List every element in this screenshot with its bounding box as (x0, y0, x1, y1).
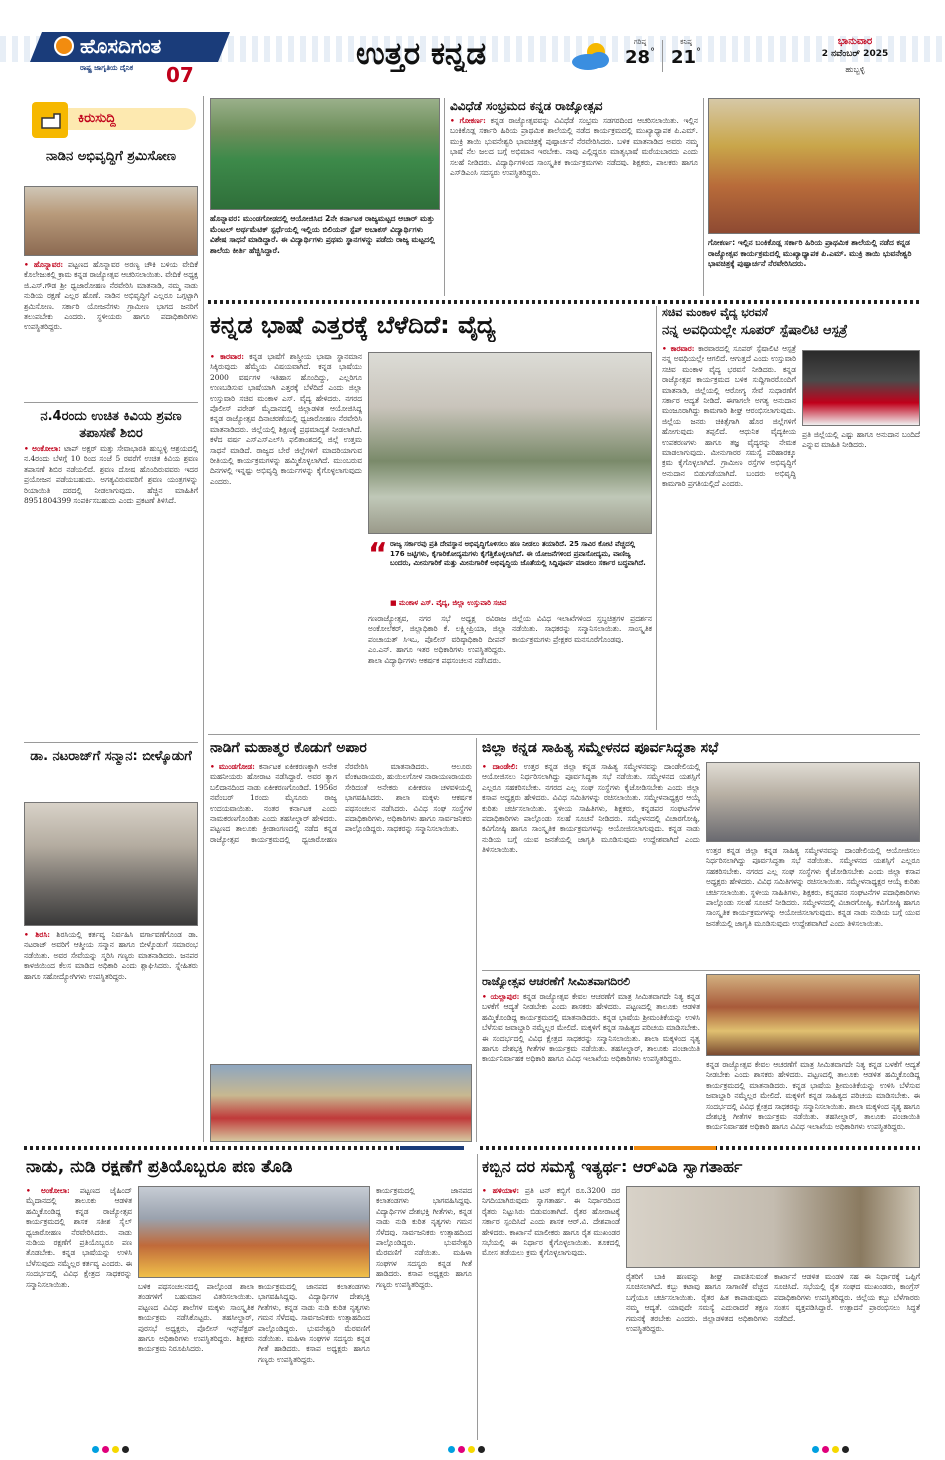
paper-tagline: ರಾಷ್ಟ್ರ ಜಾಗೃತಿಯ ದೈನಿಕ (80, 64, 133, 72)
logo-emblem-icon (54, 36, 74, 56)
bottom-accent-left (400, 1146, 464, 1150)
ankola-body-4: ಕಾರ್ಯಕ್ರಮದಲ್ಲಿ ಜಾನಪದ ಕಲಾತಂಡಗಳು ಭಾಗವಹಿಸಿದ್ದವು. ವಿದ್ಯಾರ್ಥಿಗಳ ದೇಶಭಕ್ತಿ ಗೀತೆಗಳು, ಕನ್ನಡ ನಾಡು ನುಡಿ ಕುರಿತ ನೃತ್ಯಗಳು ಗಮನ ಸೆಳೆದವು. ಸಾರ್ವಜನಿಕರು ಉತ್ಸಾಹದಿಂದ ಪಾಲ್ಗೊಂಡಿದ್ದರು. ಭುವನೇಶ್ವರಿ ಮೆರವಣಿಗೆ ನಡೆಯಿತು. ಮಹಿಳಾ ಸಂಘಗಳ ಸದಸ್ಯರು ಕನ್ನಡ ಗೀತೆ ಹಾಡಿದರು. ಕಸಾಪ ಅಧ್ಯಕ್ಷರು ಹಾಗೂ ಗಣ್ಯರು ಉಪಸ್ಥಿತರಿದ್ದರು. (376, 1186, 472, 1289)
mahatma-headline: ನಾಡಿಗೆ ಮಹಾತ್ಮರ ಕೊಡುಗೆ ಅಪಾರ (210, 740, 367, 756)
haliyal-body-2: ರೈತರಿಗೆ ಬಾಕಿ ಹಣವನ್ನು ಶೀಘ್ರ ಪಾವತಿಸುವಂತೆ ಸೂಚಿಸಲಾಗಿದೆ. ಕಬ್ಬು ಕಟಾವು ಹಾಗೂ ಸಾಗಾಣಿಕೆ ವೆಚ್ಚದ ಬಗ್ಗೆಯೂ ಚರ್ಚಿಸಲಾಯಿತು. ರೈತರ ಹಿತ ಕಾಪಾಡುವುದು ನಮ್ಮ ಆದ್ಯತೆ. ಯಾವುದೇ ಸಮಸ್ಯೆ ಎದುರಾದರೆ ತಕ್ಷಣ ಗಮನಕ್ಕೆ ತರಬೇಕು ಎಂದರು. ಜಿಲ್ಲಾಡಳಿತದ ಅಧಿಕಾರಿಗಳು ಉಪಸ್ಥಿತರಿದ್ದರು. (626, 1272, 768, 1334)
divider-stripe (208, 300, 920, 304)
side-body: • ಕಾರವಾರ: ಕಾರವಾರದಲ್ಲಿ ಸೂಪರ್ ಸ್ಪೆಷಾಲಿಟಿ ಆಸ್ಪತ್ರೆ ನನ್ನ ಅವಧಿಯಲ್ಲೇ ಆಗಲಿದೆ. ಆಗುತ್ತದೆ ಎಂದು ಉಸ್ತುವಾರಿ ಸಚಿವ ಮಂಕಾಳ ವೈದ್ಯ ಭರವಸೆ ನೀಡಿದರು. ಕನ್ನಡ ರಾಜ್ಯೋತ್ಸವ ಕಾರ್ಯಕ್ರಮದ ಬಳಿಕ ಸುದ್ದಿಗಾರರೊಂದಿಗೆ ಮಾತನಾಡಿ, ಜಿಲ್ಲೆಯಲ್ಲಿ ಆರೋಗ್ಯ ಸೇವೆ ಸುಧಾರಣೆಗೆ ಸರ್ಕಾರ ಆದ್ಯತೆ ನೀಡಿದೆ. ಈಗಾಗಲೇ ಅಗತ್ಯ ಅನುದಾನ ಮಂಜೂರಾಗಿದ್ದು ಕಾಮಗಾರಿ ಶೀಘ್ರ ಆರಂಭಿಸಲಾಗುವುದು. ಜಿಲ್ಲೆಯ ಜನರು ಚಿಕಿತ್ಸೆಗಾಗಿ ಹೊರ ಜಿಲ್ಲೆಗಳಿಗೆ ಹೋಗುವುದು ತಪ್ಪಲಿದೆ. ಆಧುನಿಕ ವೈದ್ಯಕೀಯ ಉಪಕರಣಗಳು ಹಾಗೂ ತಜ್ಞ ವೈದ್ಯರನ್ನು ನೇಮಕ ಮಾಡಲಾಗುವುದು. ಮೀನುಗಾರರ ಸಮಸ್ಯೆ ಪರಿಹಾರಕ್ಕೂ ಕ್ರಮ ಕೈಗೊಳ್ಳಲಾಗಿದೆ. ಗ್ರಾಮೀಣ ರಸ್ತೆಗಳ ಅಭಿವೃದ್ಧಿಗೆ ಅನುದಾನ ಬಿಡುಗಡೆಯಾಗಿದೆ. ಬಂದರು ಅಭಿವೃದ್ಧಿ ಕಾಮಗಾರಿ ಪ್ರಗತಿಯಲ್ಲಿದೆ ಎಂದರು. (662, 344, 796, 489)
city-label: ಹುಬ್ಬಳ್ಳಿ (845, 65, 865, 74)
day-label: ಭಾನುವಾರ (837, 36, 873, 47)
ankola-headline: ನಾಡು, ನುಡಿ ರಕ್ಷಣೆಗೆ ಪ್ರತಿಯೊಬ್ಬರೂ ಪಣ ತೊಡಿ (26, 1157, 293, 1177)
bottom-accent-right (634, 1146, 716, 1150)
pointing-hand-icon (32, 102, 68, 138)
ankola-photo (138, 1186, 370, 1278)
side-headline-2: ನನ್ನ ಅವಧಿಯಲ್ಲೇ ಸೂಪರ್ ಸ್ಪೆಷಾಲಿಟಿ ಆಸ್ಪತ್ರೆ (662, 323, 848, 338)
weather-max: ಗರಿಷ್ಠ 28° (624, 38, 656, 68)
reg-dot (842, 1446, 849, 1453)
yellapur-body-a: • ಯಲ್ಲಾಪುರ: ಕನ್ನಡ ರಾಜ್ಯೋತ್ಸವ ಕೇವಲ ಆಚರಣೆಗೆ ಮಾತ್ರ ಸೀಮಿತವಾಗದೇ ನಿತ್ಯ ಕನ್ನಡ ಬಳಕೆಗೆ ಆದ್ಯತೆ ನೀಡಬೇಕು ಎಂದು ಶಾಸಕರು ಹೇಳಿದರು. ಪಟ್ಟಣದಲ್ಲಿ ತಾಲೂಕು ಆಡಳಿತ ಹಮ್ಮಿಕೊಂಡಿದ್ದ ಕಾರ್ಯಕ್ರಮದಲ್ಲಿ ಮಾತನಾಡಿದರು. ಕನ್ನಡ ಭಾಷೆಯ ಶ್ರೀಮಂತಿಕೆಯನ್ನು ಉಳಿಸಿ ಬೆಳೆಸುವ ಜವಾಬ್ದಾರಿ ನಮ್ಮೆಲ್ಲರ ಮೇಲಿದೆ. ಮಕ್ಕಳಿಗೆ ಕನ್ನಡ ಸಾಹಿತ್ಯದ ಪರಿಚಯ ಮಾಡಿಸಬೇಕು. ಈ ಸಂದರ್ಭದಲ್ಲಿ ವಿವಿಧ ಕ್ಷೇತ್ರದ ಸಾಧಕರನ್ನು ಸನ್ಮಾನಿಸಲಾಯಿತು. ಶಾಲಾ ಮಕ್ಕಳಿಂದ ನೃತ್ಯ ಹಾಗೂ ದೇಶಭಕ್ತಿ ಗೀತೆಗಳ ಕಾರ್ಯಕ್ರಮ ನಡೆಯಿತು. ತಹಸೀಲ್ದಾರ್, ತಾಲೂಕು ಪಂಚಾಯಿತಿ ಕಾರ್ಯನಿರ್ವಾಹಕ ಅಧಿಕಾರಿ ಹಾಗೂ ವಿವಿಧ ಇಲಾಖೆಯ ಅಧಿಕಾರಿಗಳು ಉಪಸ್ಥಿತರಿದ್ದರು. (482, 992, 700, 1064)
yellapur-photo (706, 974, 920, 1056)
gokarna-headline: ವಿವಿಧೆಡೆ ಸಂಭ್ರಮದ ಕನ್ನಡ ರಾಜ್ಯೋತ್ಸವ (450, 99, 603, 113)
lead-quote-box (368, 538, 652, 610)
reg-dot (478, 1446, 485, 1453)
haliyal-body-3: ಕಾರ್ಖಾನೆ ಆಡಳಿತ ಮಂಡಳಿ ಸಹ ಈ ನಿರ್ಧಾರಕ್ಕೆ ಒಪ್ಪಿಗೆ ಸೂಚಿಸಿದೆ. ಸಭೆಯಲ್ಲಿ ರೈತ ಸಂಘದ ಮುಖಂಡರು, ಕಾಂಗ್ರೆಸ್ ಪದಾಧಿಕಾರಿಗಳು ಉಪಸ್ಥಿತರಿದ್ದರು. ಜಿಲ್ಲೆಯ ಕಬ್ಬು ಬೆಳೆಗಾರರು ಸಂತಸ ವ್ಯಕ್ತಪಡಿಸಿದ್ದಾರೆ. ಉತ್ಪಾದನೆ ಪ್ರಾರಂಭಿಸಲು ಸಿದ್ಧತೆ ನಡೆದಿದೆ. (774, 1272, 920, 1323)
min-temp: 21 (670, 47, 697, 68)
reg-dot (122, 1446, 129, 1453)
masthead (0, 0, 945, 96)
haliyal-photo (626, 1186, 920, 1268)
paper-name: ಹೊಸದಿಗಂತ (80, 34, 162, 58)
date-block (790, 36, 920, 90)
reg-dot (448, 1446, 455, 1453)
kiru-s1-photo (24, 186, 198, 256)
abacus-caption: ಹೊನ್ನಾವರ: ಮುಂಡಗೋಡದಲ್ಲಿ ಆಯೋಜಿಸಿದ 2ನೇ ಕರ್ನಾಟಕ ರಾಜ್ಯಮಟ್ಟದ ಆಚಾರ್ ಮತ್ತು ಮೆಂಟಲ್ ಅರ್ಥಮೆಟಿಕ್ ಸ್ಪರ್ಧೆಯಲ್ಲಿ ಇಲ್ಲಿಯ ಬಿಲಿಯನ್ ಸ್ಟೆಪ್ ಅಬಾಕಸ್ ವಿದ್ಯಾರ್ಥಿಗಳು ವಿಶೇಷ ಸಾಧನೆ ಮಾಡಿದ್ದಾರೆ. ಈ ವಿದ್ಯಾರ್ಥಿಗಳು ಪ್ರಥಮ ಸ್ಥಾನಗಳನ್ನು ಪಡೆದು ರಾಜ್ಯ ಮಟ್ಟದಲ್ಲಿ ಶಾಲೆಯ ಕೀರ್ತಿ ಹೆಚ್ಚಿಸಿದ್ದಾರೆ. (210, 214, 435, 255)
side-headline-1: ಸಚಿವ ಮಂಕಾಳ ವೈದ್ಯ ಭರವಸೆ (662, 306, 768, 319)
side-photo (802, 350, 920, 426)
weather-cloud-icon (568, 40, 614, 72)
sahitya-body-a: • ದಾಂಡೇಲಿ: ಉತ್ತರ ಕನ್ನಡ ಜಿಲ್ಲಾ ಕನ್ನಡ ಸಾಹಿತ್ಯ ಸಮ್ಮೇಳನವನ್ನು ದಾಂಡೇಲಿಯಲ್ಲಿ ಆಯೋಜಿಸಲು ನಿರ್ಧರಿಸಲಾಗಿದ್ದು ಪೂರ್ವಸಿದ್ಧತಾ ಸಭೆ ನಡೆಯಿತು. ಸಮ್ಮೇಳನದ ಯಶಸ್ಸಿಗೆ ಎಲ್ಲರೂ ಸಹಕರಿಸಬೇಕು. ನಗರದ ಎಲ್ಲ ಸಂಘ ಸಂಸ್ಥೆಗಳು ಕೈಜೋಡಿಸಬೇಕು ಎಂದು ಜಿಲ್ಲಾ ಕಸಾಪ ಅಧ್ಯಕ್ಷರು ಹೇಳಿದರು. ವಿವಿಧ ಸಮಿತಿಗಳನ್ನು ರಚಿಸಲಾಯಿತು. ಸಮ್ಮೇಳನಾಧ್ಯಕ್ಷರ ಆಯ್ಕೆ ಕುರಿತು ಚರ್ಚಿಸಲಾಯಿತು. ಸ್ಥಳೀಯ ಸಾಹಿತಿಗಳು, ಶಿಕ್ಷಕರು, ಕನ್ನಡಪರ ಸಂಘಟನೆಗಳ ಪದಾಧಿಕಾರಿಗಳು ಪಾಲ್ಗೊಂಡು ಸಲಹೆ ಸೂಚನೆ ನೀಡಿದರು. ಸಮ್ಮೇಳನದಲ್ಲಿ ವಿಚಾರಗೋಷ್ಠಿ, ಕವಿಗೋಷ್ಠಿ ಹಾಗೂ ಸಾಂಸ್ಕೃತಿಕ ಕಾರ್ಯಕ್ರಮಗಳನ್ನು ಆಯೋಜಿಸಲಾಗುವುದು. ಕನ್ನಡ ನಾಡು ನುಡಿಯ ಬಗ್ಗೆ ಯುವ ಜನತೆಯಲ್ಲಿ ಜಾಗೃತಿ ಮೂಡಿಸುವುದು ಉದ್ದೇಶವಾಗಿದೆ ಎಂದು ತಿಳಿಸಲಾಯಿತು. (482, 762, 700, 855)
sahitya-headline: ಜಿಲ್ಲಾ ಕನ್ನಡ ಸಾಹಿತ್ಯ ಸಮ್ಮೇಳನದ ಪೂರ್ವಸಿದ್ಧತಾ ಸಭೆ (482, 740, 719, 756)
reg-dot (92, 1446, 99, 1453)
yellapur-body-b: ಕನ್ನಡ ರಾಜ್ಯೋತ್ಸವ ಕೇವಲ ಆಚರಣೆಗೆ ಮಾತ್ರ ಸೀಮಿತವಾಗದೇ ನಿತ್ಯ ಕನ್ನಡ ಬಳಕೆಗೆ ಆದ್ಯತೆ ನೀಡಬೇಕು ಎಂದು ಶಾಸಕರು ಹೇಳಿದರು. ಪಟ್ಟಣದಲ್ಲಿ ತಾಲೂಕು ಆಡಳಿತ ಹಮ್ಮಿಕೊಂಡಿದ್ದ ಕಾರ್ಯಕ್ರಮದಲ್ಲಿ ಮಾತನಾಡಿದರು. ಕನ್ನಡ ಭಾಷೆಯ ಶ್ರೀಮಂತಿಕೆಯನ್ನು ಉಳಿಸಿ ಬೆಳೆಸುವ ಜವಾಬ್ದಾರಿ ನಮ್ಮೆಲ್ಲರ ಮೇಲಿದೆ. ಮಕ್ಕಳಿಗೆ ಕನ್ನಡ ಸಾಹಿತ್ಯದ ಪರಿಚಯ ಮಾಡಿಸಬೇಕು. ಈ ಸಂದರ್ಭದಲ್ಲಿ ವಿವಿಧ ಕ್ಷೇತ್ರದ ಸಾಧಕರನ್ನು ಸನ್ಮಾನಿಸಲಾಯಿತು. ಶಾಲಾ ಮಕ್ಕಳಿಂದ ನೃತ್ಯ ಹಾಗೂ ದೇಶಭಕ್ತಿ ಗೀತೆಗಳ ಕಾರ್ಯಕ್ರಮ ನಡೆಯಿತು. ತಹಸೀಲ್ದಾರ್, ತಾಲೂಕು ಪಂಚಾಯಿತಿ ಕಾರ್ಯನಿರ್ವಾಹಕ ಅಧಿಕಾರಿ ಹಾಗೂ ವಿವಿಧ ಇಲಾಖೆಯ ಅಧಿಕಾರಿಗಳು ಉಪಸ್ಥಿತರಿದ್ದರು. (706, 1060, 920, 1132)
mahatma-body: • ಮುಂಡಗೋಡ: ಕರ್ನಾಟಕ ಏಕೀಕರಣಕ್ಕಾಗಿ ಅನೇಕ ಮಹನೀಯರು ಹೋರಾಟ ನಡೆಸಿದ್ದಾರೆ. ಅವರ ತ್ಯಾಗ ಬಲಿದಾನದಿಂದ ನಾಡು ಏಕೀಕರಣಗೊಂಡಿದೆ. 1956ರ ನವೆಂಬರ್ 1ರಂದು ಮೈಸೂರು ರಾಜ್ಯ ಉದಯವಾಯಿತು. ನಂತರ ಕರ್ನಾಟಕ ಎಂದು ನಾಮಕರಣಗೊಂಡಿತು ಎಂದು ತಹಸೀಲ್ದಾರ್ ಹೇಳಿದರು. ಪಟ್ಟಣದ ತಾಲೂಕು ಕ್ರೀಡಾಂಗಣದಲ್ಲಿ ನಡೆದ ಕನ್ನಡ ರಾಜ್ಯೋತ್ಸವ ಕಾರ್ಯಕ್ರಮದಲ್ಲಿ ಧ್ವಜಾರೋಹಣ ನೆರವೇರಿಸಿ ಮಾತನಾಡಿದರು. ಆಲೂರು ವೆಂಕಟರಾಯರು, ಹುಯಿಲಗೋಳ ನಾರಾಯಣರಾಯರು ಸೇರಿದಂತೆ ಅನೇಕರು ಏಕೀಕರಣ ಚಳವಳಿಯಲ್ಲಿ ಭಾಗವಹಿಸಿದರು. ಶಾಲಾ ಮಕ್ಕಳು ಆಕರ್ಷಕ ಪಥಸಂಚಲನ ನಡೆಸಿದರು. ವಿವಿಧ ಸಂಘ ಸಂಸ್ಥೆಗಳ ಪದಾಧಿಕಾರಿಗಳು, ಅಧಿಕಾರಿಗಳು ಹಾಗೂ ಸಾರ್ವಜನಿಕರು ಪಾಲ್ಗೊಂಡಿದ್ದರು. ಸಾಧಕರನ್ನು ಸನ್ಮಾನಿಸಲಾಯಿತು. (210, 762, 472, 844)
weather-min: ಕನಿಷ್ಠ 21° (670, 38, 702, 68)
kiru-s1-title: ನಾಡಿನ ಅಭಿವೃದ್ಧಿಗೆ ಶ್ರಮಿಸೋಣ (45, 149, 177, 164)
reg-dot (822, 1446, 829, 1453)
kiru-s1-body: • ಹೊನ್ನಾವರ: ಪಟ್ಟಣದ ಹೊನ್ನಾವರ ಅರಣ್ಯ ಚೌಕಿ ಬಳಿಯ ವೇದಿಕೆ ಕೊಲೇಜುಕಲ್ಲಿ ಕ್ರಾಮ ಕನ್ನಡ ರಾಜ್ಯೋತ್ಸವ ಆಚರಿಸಲಾಯಿತು. ವೇದಿಕೆ ಅಧ್ಯಕ್ಷ ಜಿ.ಎಸ್.ಗೌಡ ಶ್ರೀ ಧ್ವಜಾರೋಹಣ ನೆರವೇರಿಸಿ ಮಾತನಾಡಿ, ನಮ್ಮ ನಾಡು ನುಡಿಯ ರಕ್ಷಣೆ ಎಲ್ಲರ ಹೊಣೆ. ನಾಡಿನ ಅಭಿವೃದ್ಧಿಗೆ ಎಲ್ಲರೂ ಒಗ್ಗಟ್ಟಾಗಿ ಶ್ರಮಿಸೋಣ. ಸರ್ಕಾರಿ ಯೋಜನೆಗಳು ಗ್ರಾಮೀಣ ಭಾಗದ ಜನರಿಗೆ ತಲುಪಬೇಕು ಎಂದರು. ಸ್ಥಳೀಯರು ಹಾಗೂ ಪದಾಧಿಕಾರಿಗಳು ಉಪಸ್ಥಿತರಿದ್ದರು. (24, 260, 198, 332)
date-label: 2 ನವೆಂಬರ್ 2025 (821, 49, 889, 59)
side-photo-caption: ಪ್ರತಿ ಜಿಲ್ಲೆಯಲ್ಲಿ ಎಷ್ಟು ಹಾಗೂ ಅನುದಾನ ಬಂದಿದೆ ಎನ್ನುವ ಮಾಹಿತಿ ನೀಡಿದರು. (802, 430, 920, 450)
reg-dot (458, 1446, 465, 1453)
gokarna-photo (708, 98, 920, 234)
kiru-s3-title: ಡಾ. ನಟರಾಜ್‌ಗೆ ಸನ್ಮಾನ: ಬೀಳ್ಕೊಡುಗೆ (30, 749, 192, 764)
lead-body-2: ಗಣರಾಜ್ಯೋತ್ಸವ, ನಗರ ಸಭೆ ಅಧ್ಯಕ್ಷ ರವಿರಾಜ ಅಂಕೋಲೆಕರ್, ಜಿಲ್ಲಾಧಿಕಾರಿ ಕೆ. ಲಕ್ಷ್ಮೀಪ್ರಿಯಾ, ಜಿಲ್ಲಾ ಪಂಚಾಯತ್ ಸಿಇಒ, ಪೊಲೀಸ್ ವರಿಷ್ಠಾಧಿಕಾರಿ ದೀಪನ್ ಎಂ.ಎನ್. ಹಾಗೂ ಇತರ ಅಧಿಕಾರಿಗಳು ಉಪಸ್ಥಿತರಿದ್ದರು. ಶಾಲಾ ವಿದ್ಯಾರ್ಥಿಗಳು ಆಕರ್ಷಕ ಪಥಸಂಚಲನ ನಡೆಸಿದರು. (368, 614, 506, 665)
gokarna-body: • ಗೋಕರ್ಣ: ಕನ್ನಡ ರಾಜ್ಯೋತ್ಸವವನ್ನು ವಿವಿಧೆಡೆ ಸಂಭ್ರಮ ಸಡಗರದಿಂದ ಆಚರಿಸಲಾಯಿತು. ಇಲ್ಲಿನ ಬಂಕಿಕೊಡ್ಲ ಸರ್ಕಾರಿ ಹಿರಿಯ ಪ್ರಾಥಮಿಕ ಶಾಲೆಯಲ್ಲಿ ನಡೆದ ಕಾರ್ಯಕ್ರಮದಲ್ಲಿ ಮುಖ್ಯಾಧ್ಯಾಪಕ ಪಿ.ಎಮ್. ಮುಕ್ರಿ ತಾಯಿ ಭುವನೇಶ್ವರಿ ಭಾವಚಿತ್ರಕ್ಕೆ ಪುಷ್ಪಾರ್ಚನೆ ನೆರವೇರಿಸಿದರು. ಬಳಿಕ ಮಾತನಾಡಿದ ಅವರು ನಮ್ಮ ಭಾಷೆ ನೆಲ ಜಲದ ಬಗ್ಗೆ ಅಭಿಮಾನ ಇರಬೇಕು. ನಾವು ಎಲ್ಲಿದ್ದರೂ ಮಾತೃಭಾಷೆ ಮರೆಯಬಾರದು ಎಂದು ಸಲಹೆ ನೀಡಿದರು. ವಿದ್ಯಾರ್ಥಿಗಳಿಂದ ಸಾಂಸ್ಕೃತಿಕ ಕಾರ್ಯಕ್ರಮಗಳು ನಡೆದವು. ಶಿಕ್ಷಕರು, ಪಾಲಕರು ಹಾಗೂ ಎಸ್‌ಡಿಎಂಸಿ ಸದಸ್ಯರು ಉಪಸ್ಥಿತರಿದ್ದರು. (450, 116, 698, 178)
haliyal-body-1: • ಹಳಿಯಾಳ: ಪ್ರತಿ ಟನ್ ಕಬ್ಬಿಗೆ ರೂ.3200 ದರ ನಿಗದಿಯಾಗಿರುವುದು ಸ್ವಾಗತಾರ್ಹ. ಈ ನಿರ್ಧಾರದಿಂದ ರೈತರು ನಿಟ್ಟುಸಿರು ಬಿಡುವಂತಾಗಿದೆ. ರೈತರ ಹೋರಾಟಕ್ಕೆ ಸರ್ಕಾರ ಸ್ಪಂದಿಸಿದೆ ಎಂದು ಶಾಸಕ ಆರ್.ವಿ. ದೇಶಪಾಂಡೆ ಹೇಳಿದರು. ಕಾರ್ಖಾನೆ ಮಾಲೀಕರು ಹಾಗೂ ರೈತ ಮುಖಂಡರ ಸಭೆಯಲ್ಲಿ ಈ ನಿರ್ಧಾರ ಕೈಗೊಳ್ಳಲಾಯಿತು. ತೂಕದಲ್ಲಿ ಮೋಸ ತಡೆಯಲು ಕ್ರಮ ಕೈಗೊಳ್ಳಲಾಗುವುದು. (482, 1186, 620, 1258)
kirusuddi-banner (24, 100, 198, 140)
sahitya-photo (706, 762, 920, 842)
lead-quote: ರಾಜ್ಯ ಸರ್ಕಾರವು ಪ್ರತಿ ದೇವಸ್ಥಾನ ಅಭಿವೃದ್ಧಿಗೊಳಿಸಲು ಹಣ ನೀಡಲು ತಯಾರಿದೆ. 25 ಸಾವಿರ ಕೋಟಿ ವೆಚ್ಚದಲ್ಲಿ 176 ಜಟ್ಟಿಗಳು, ಕೈಗಾರಿಕೋದ್ಯಮಗಳು ಕೈಗೆತ್ತಿಕೊಳ್ಳಲಾಗಿದೆ. ಈ ಯೋಜನೆಗಳಿಂದ ಪ್ರವಾಸೋದ್ಯಮ, ವಾಣಿಜ್ಯ ಬಂದರು, ಮೀನುಗಾರಿಕೆ ಮತ್ತು ಮೀನುಗಾರಿಕೆ ಅಭಿವೃದ್ಧಿಯ ಜೊತೆಯಲ್ಲಿ ಸಿದ್ದಿಪೂರ್ವ ಮಾಡಲು ಸರ್ಕಾರ ಬದ್ಧವಾಗಿದೆ. (390, 540, 646, 568)
reg-dot (468, 1446, 475, 1453)
yellapur-headline: ರಾಜ್ಯೋತ್ಸವ ಆಚರಣೆಗೆ ಸೀಮಿತವಾಗದಿರಲಿ (482, 975, 631, 988)
section-title: ಉತ್ತರ ಕನ್ನಡ (356, 36, 487, 72)
abacus-photo (210, 98, 440, 210)
ankola-body-2: ಬಳಿಕ ಪಥಸಂಚಲನದಲ್ಲಿ ಪಾಲ್ಗೊಂಡ ಶಾಲಾ ತಂಡಗಳಿಗೆ ಬಹುಮಾನ ವಿತರಿಸಲಾಯಿತು. ಪಟ್ಟಣದ ವಿವಿಧ ಶಾಲೆಗಳ ಮಕ್ಕಳು ಸಾಂಸ್ಕೃತಿಕ ಕಾರ್ಯಕ್ರಮ ನಡೆಸಿಕೊಟ್ಟರು. ತಹಸೀಲ್ದಾರ್, ಪುರಸಭೆ ಅಧ್ಯಕ್ಷರು, ಪೊಲೀಸ್ ಇನ್ಸ್‌ಪೆಕ್ಟರ್ ಹಾಗೂ ಅಧಿಕಾರಿಗಳು ಉಪಸ್ಥಿತರಿದ್ದರು. ಶಿಕ್ಷಕರು ಕಾರ್ಯಕ್ರಮ ನಿರೂಪಿಸಿದರು. (138, 1282, 254, 1354)
lead-headline: ಕನ್ನಡ ಭಾಷೆ ಎತ್ತರಕ್ಕೆ ಬೆಳೆದಿದೆ: ವೈದ್ಯ (210, 311, 496, 339)
max-temp: 28 (624, 47, 651, 68)
kirusuddi-label: ಕಿರುಸುದ್ದಿ (78, 111, 116, 126)
bottom-stripe-left (24, 1146, 464, 1150)
lead-body-1: • ಕಾರವಾರ: ಕನ್ನಡ ಭಾಷೆಗೆ ಶಾಸ್ತ್ರೀಯ ಭಾಷಾ ಸ್ಥಾನಮಾನ ಸಿಕ್ಕಿರುವುದು ಹೆಮ್ಮೆಯ ವಿಷಯವಾಗಿದೆ. ಕನ್ನಡ ಭಾಷೆಯು 2000 ವರ್ಷಗಳ ಇತಿಹಾಸ ಹೊಂದಿದ್ದು, ಎಲ್ಲರಿಗೂ ಉಣಬಡಿಸುವ ಭಾಷೆಯಾಗಿ ಎತ್ತರಕ್ಕೆ ಬೆಳೆದಿದೆ ಎಂದು ಜಿಲ್ಲಾ ಉಸ್ತುವಾರಿ ಸಚಿವ ಮಂಕಾಳ ಎಸ್. ವೈದ್ಯ ಹೇಳಿದರು. ನಗರದ ಪೊಲೀಸ್ ಪರೇಡ್ ಮೈದಾನದಲ್ಲಿ ಜಿಲ್ಲಾಡಳಿತ ಆಯೋಜಿಸಿದ್ದ ಕನ್ನಡ ರಾಜ್ಯೋತ್ಸವ ದಿನಾಚರಣೆಯಲ್ಲಿ ಧ್ವಜಾರೋಹಣ ನೆರವೇರಿಸಿ ಮಾತನಾಡಿದರು. ಜಿಲ್ಲೆಯಲ್ಲಿ ಶಿಕ್ಷಣಕ್ಕೆ ಪ್ರಥಮಾದ್ಯತೆ ನೀಡಲಾಗಿದೆ. ಕಳೆದ ವರ್ಷ ಎಸ್‌ಎಸ್‌ಎಲ್‌ಸಿ ಫಲಿತಾಂಶದಲ್ಲಿ ಜಿಲ್ಲೆ ಉತ್ತಮ ಸಾಧನೆ ಮಾಡಿದೆ. ರಾಜ್ಯದ ಬೇರೆ ಜಿಲ್ಲೆಗಳಿಗೆ ಮಾದರಿಯಾಗುವ ರೀತಿಯಲ್ಲಿ ಕಾರ್ಯಕ್ರಮಗಳನ್ನು ಹಮ್ಮಿಕೊಳ್ಳಲಾಗಿದೆ. ಮುಂಬರುವ ದಿನಗಳಲ್ಲಿ ಇನ್ನಷ್ಟು ಅಭಿವೃದ್ಧಿ ಕಾರ್ಯಗಳನ್ನು ಕೈಗೊಳ್ಳಲಾಗುವುದು ಎಂದರು. (210, 352, 362, 486)
quote-mark-icon: “ (368, 537, 388, 572)
kiru-s2-title: ನ.4ರಂದು ಉಚಿತ ಕಿವಿಯ ಶ್ರವಣ ತಪಾಸಣೆ ಶಿಬಿರ (40, 409, 182, 441)
sahitya-body-b: ಉತ್ತರ ಕನ್ನಡ ಜಿಲ್ಲಾ ಕನ್ನಡ ಸಾಹಿತ್ಯ ಸಮ್ಮೇಳನವನ್ನು ದಾಂಡೇಲಿಯಲ್ಲಿ ಆಯೋಜಿಸಲು ನಿರ್ಧರಿಸಲಾಗಿದ್ದು ಪೂರ್ವಸಿದ್ಧತಾ ಸಭೆ ನಡೆಯಿತು. ಸಮ್ಮೇಳನದ ಯಶಸ್ಸಿಗೆ ಎಲ್ಲರೂ ಸಹಕರಿಸಬೇಕು. ನಗರದ ಎಲ್ಲ ಸಂಘ ಸಂಸ್ಥೆಗಳು ಕೈಜೋಡಿಸಬೇಕು ಎಂದು ಜಿಲ್ಲಾ ಕಸಾಪ ಅಧ್ಯಕ್ಷರು ಹೇಳಿದರು. ವಿವಿಧ ಸಮಿತಿಗಳನ್ನು ರಚಿಸಲಾಯಿತು. ಸಮ್ಮೇಳನಾಧ್ಯಕ್ಷರ ಆಯ್ಕೆ ಕುರಿತು ಚರ್ಚಿಸಲಾಯಿತು. ಸ್ಥಳೀಯ ಸಾಹಿತಿಗಳು, ಶಿಕ್ಷಕರು, ಕನ್ನಡಪರ ಸಂಘಟನೆಗಳ ಪದಾಧಿಕಾರಿಗಳು ಪಾಲ್ಗೊಂಡು ಸಲಹೆ ಸೂಚನೆ ನೀಡಿದರು. ಸಮ್ಮೇಳನದಲ್ಲಿ ವಿಚಾರಗೋಷ್ಠಿ, ಕವಿಗೋಷ್ಠಿ ಹಾಗೂ ಸಾಂಸ್ಕೃತಿಕ ಕಾರ್ಯಕ್ರಮಗಳನ್ನು ಆಯೋಜಿಸಲಾಗುವುದು. ಕನ್ನಡ ನಾಡು ನುಡಿಯ ಬಗ್ಗೆ ಯುವ ಜನತೆಯಲ್ಲಿ ಜಾಗೃತಿ ಮೂಡಿಸುವುದು ಉದ್ದೇಶವಾಗಿದೆ ಎಂದು ತಿಳಿಸಲಾಯಿತು. (706, 846, 920, 928)
logo-block (26, 30, 236, 88)
mahatma-photo (210, 1064, 472, 1142)
reg-dot (102, 1446, 109, 1453)
kiru-s3-body: • ಶಿರಸಿ: ಶಿರಸಿಯಲ್ಲಿ ಕರ್ತವ್ಯ ನಿರ್ವಹಿಸಿ ವರ್ಗಾವಣೆಗೊಂಡ ಡಾ. ನಟರಾಜ್ ಅವರಿಗೆ ಆತ್ಮೀಯ ಸನ್ಮಾನ ಹಾಗೂ ಬೀಳ್ಕೊಡುಗೆ ಸಮಾರಂಭ ನಡೆಯಿತು. ಅವರ ಸೇವೆಯನ್ನು ಸ್ಮರಿಸಿ ಗಣ್ಯರು ಮಾತನಾಡಿದರು. ಜನಪರ ಕಾಳಜಿಯಿಂದ ಕೆಲಸ ಮಾಡಿದ ಅಧಿಕಾರಿ ಎಂದು ಶ್ಲಾಘಿಸಿದರು. ಸ್ನೇಹಿತರು ಹಾಗೂ ಸಹೋದ್ಯೋಗಿಗಳು ಉಪಸ್ಥಿತರಿದ್ದರು. (24, 930, 198, 981)
ankola-body-1: • ಅಂಕೋಲಾ: ಪಟ್ಟಣದ ಜೈಹಿಂದ್ ಮೈದಾನದಲ್ಲಿ ತಾಲೂಕು ಆಡಳಿತ ಹಮ್ಮಿಕೊಂಡಿದ್ದ ಕನ್ನಡ ರಾಜ್ಯೋತ್ಸವ ಕಾರ್ಯಕ್ರಮದಲ್ಲಿ ಶಾಸಕ ಸತೀಶ ಸೈಲ್ ಧ್ವಜಾರೋಹಣ ನೆರವೇರಿಸಿದರು. ನಾಡು ನುಡಿಯ ರಕ್ಷಣೆಗೆ ಪ್ರತಿಯೊಬ್ಬರೂ ಪಣ ತೊಡಬೇಕು. ಕನ್ನಡ ಭಾಷೆಯನ್ನು ಉಳಿಸಿ ಬೆಳೆಸುವುದು ನಮ್ಮೆಲ್ಲರ ಕರ್ತವ್ಯ ಎಂದರು. ಈ ಸಂದರ್ಭದಲ್ಲಿ ವಿವಿಧ ಕ್ಷೇತ್ರದ ಸಾಧಕರನ್ನು ಸನ್ಮಾನಿಸಲಾಯಿತು. (26, 1186, 132, 1289)
kiru-s3-photo (24, 802, 198, 926)
kiru-s2-body: • ಅಂಕೋಲಾ: ಟಾಪ್ ಅಕ್ಷರ್ ಮತ್ತು ಸೇವಾಭಾರತಿ ಹುಬ್ಬಳ್ಳಿ ಆಶ್ರಯದಲ್ಲಿ ನ.4ರಂದು ಬೆಳಗ್ಗೆ 10 ರಿಂದ ಸಂಜೆ 5 ರವರೆಗೆ ಉಚಿತ ಕಿವಿಯ ಶ್ರವಣ ತಪಾಸಣೆ ಶಿಬಿರ ನಡೆಯಲಿದೆ. ಶ್ರವಣ ದೋಷ ಹೊಂದಿರುವವರು ಇದರ ಪ್ರಯೋಜನ ಪಡೆಯಬಹುದು. ಅಗತ್ಯವಿರುವವರಿಗೆ ಶ್ರವಣ ಯಂತ್ರಗಳನ್ನು ರಿಯಾಯಿತಿ ದರದಲ್ಲಿ ನೀಡಲಾಗುವುದು. ಹೆಚ್ಚಿನ ಮಾಹಿತಿಗೆ 8951804399 ಸಂಪರ್ಕಿಸಬಹುದು ಎಂದು ಪ್ರಕಟಣೆ ತಿಳಿಸಿದೆ. (24, 444, 198, 506)
lead-quote-source: ■ ಮಂಕಾಳ ಎಸ್. ವೈದ್ಯ, ಜಿಲ್ಲಾ ಉಸ್ತುವಾರಿ ಸಚಿವ (390, 599, 507, 607)
reg-dot (112, 1446, 119, 1453)
lead-photo (368, 352, 652, 534)
ankola-body-3: ಕಾರ್ಯಕ್ರಮದಲ್ಲಿ ಜಾನಪದ ಕಲಾತಂಡಗಳು ಭಾಗವಹಿಸಿದ್ದವು. ವಿದ್ಯಾರ್ಥಿಗಳ ದೇಶಭಕ್ತಿ ಗೀತೆಗಳು, ಕನ್ನಡ ನಾಡು ನುಡಿ ಕುರಿತ ನೃತ್ಯಗಳು ಗಮನ ಸೆಳೆದವು. ಸಾರ್ವಜನಿಕರು ಉತ್ಸಾಹದಿಂದ ಪಾಲ್ಗೊಂಡಿದ್ದರು. ಭುವನೇಶ್ವರಿ ಮೆರವಣಿಗೆ ನಡೆಯಿತು. ಮಹಿಳಾ ಸಂಘಗಳ ಸದಸ್ಯರು ಕನ್ನಡ ಗೀತೆ ಹಾಡಿದರು. ಕಸಾಪ ಅಧ್ಯಕ್ಷರು ಹಾಗೂ ಗಣ್ಯರು ಉಪಸ್ಥಿತರಿದ್ದರು. (258, 1282, 370, 1364)
lead-body-3: ಜಿಲ್ಲೆಯ ವಿವಿಧ ಇಲಾಖೆಗಳಿಂದ ಸ್ತಬ್ಧಚಿತ್ರಗಳ ಪ್ರದರ್ಶನ ನಡೆಯಿತು. ಸಾಧಕರನ್ನು ಸನ್ಮಾನಿಸಲಾಯಿತು. ಸಾಂಸ್ಕೃತಿಕ ಕಾರ್ಯಕ್ರಮಗಳು ಪ್ರೇಕ್ಷಕರ ಮನಸೂರೆಗೊಂಡವು. (512, 614, 652, 644)
page-number: 07 (166, 64, 194, 86)
reg-dot (812, 1446, 819, 1453)
haliyal-headline: ಕಬ್ಬಿನ ದರ ಸಮಸ್ಯೆ ಇತ್ಯರ್ಥ: ಆರ್‌ವಿಡಿ ಸ್ವಾಗತಾರ್ಹ (482, 1157, 743, 1176)
gokarna-caption: ಗೋಕರ್ಣ: ಇಲ್ಲಿನ ಬಂಕಿಕೊಡ್ಲ ಸರ್ಕಾರಿ ಹಿರಿಯ ಪ್ರಾಥಮಿಕ ಶಾಲೆಯಲ್ಲಿ ನಡೆದ ಕನ್ನಡ ರಾಜ್ಯೋತ್ಸವ ಕಾರ್ಯಕ್ರಮದಲ್ಲಿ ಮುಖ್ಯಾಧ್ಯಾಪಕ ಪಿ.ಎಮ್. ಮುಕ್ರಿ ತಾಯಿ ಭುವನೇಶ್ವರಿ ಭಾವಚಿತ್ರಕ್ಕೆ ಪುಷ್ಪಾರ್ಚನೆ ನೆರವೇರಿಸಿದರು. (708, 238, 912, 269)
kirusuddi-column (24, 96, 198, 1142)
reg-dot (832, 1446, 839, 1453)
